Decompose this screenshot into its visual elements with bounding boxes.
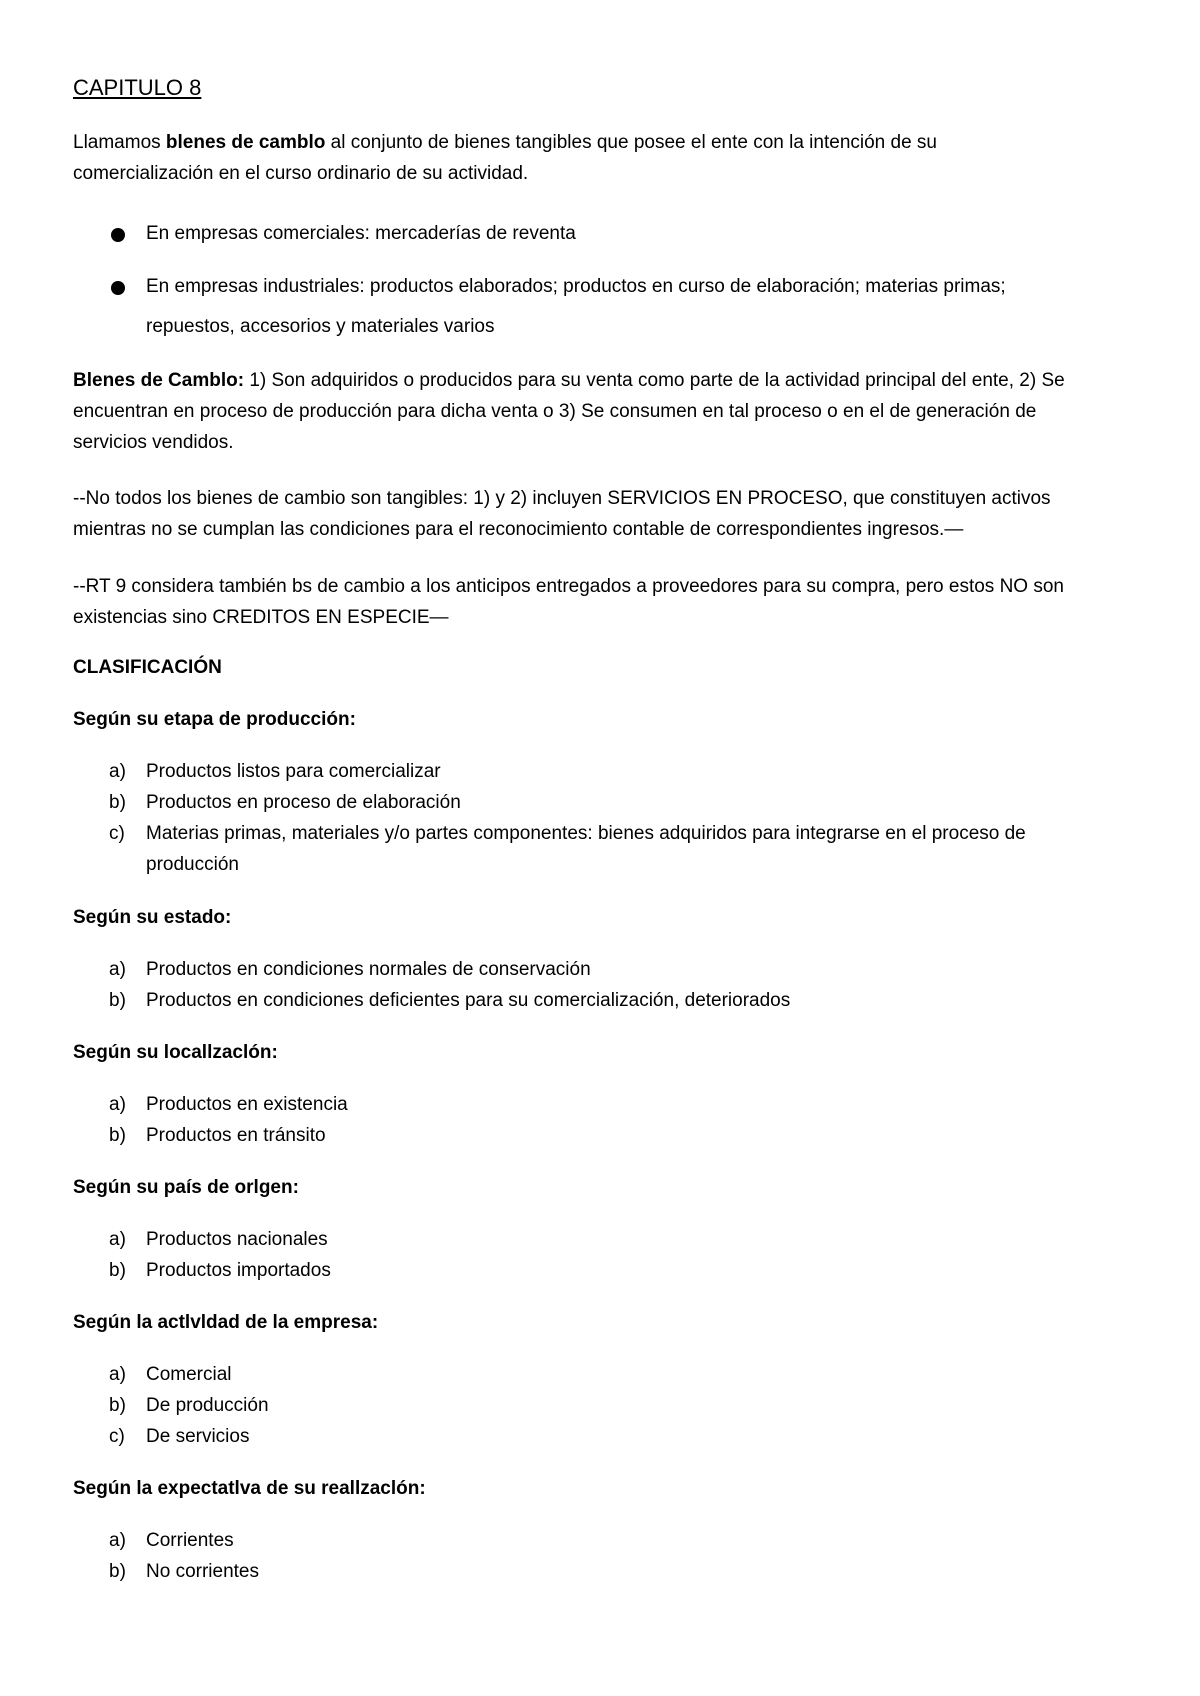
intro-line-1: Llamamos blenes de camblo al conjunto de bienes tangibles que posee el ente con la intención de su <box>73 132 937 153</box>
subheading-localizacion: Según su locallzaclón: <box>73 1042 278 1063</box>
subheading-expectativa: Según la expectatlva de su reallzaclón: <box>73 1478 426 1499</box>
subheading-estado: Según su estado: <box>73 907 232 928</box>
subheading-origen: Según su país de orlgen: <box>73 1177 299 1198</box>
definition-line-1: Blenes de Camblo: 1) Son adquiridos o producidos para su venta como parte de la actividad principal del ente, 2) Se <box>73 370 1065 391</box>
note-1-line-1: --No todos los bienes de cambio son tangibles: 1) y 2) incluyen SERVICIOS EN PROCESO, que constituyen activos <box>73 488 1051 509</box>
note-2-line-1: --RT 9 considera también bs de cambio a los anticipos entregados a proveedores para su compra, pero estos NO son <box>73 576 1064 597</box>
bullet-dot-icon <box>111 228 125 242</box>
intro-line-2: comercialización en el curso ordinario de su actividad. <box>73 163 529 184</box>
section-heading-clasificacion: CLASIFICACIÓN <box>73 657 222 678</box>
bullet-dot-icon <box>111 281 125 295</box>
subheading-etapa: Según su etapa de producción: <box>73 709 356 730</box>
subheading-actividad: Según la actlvldad de la empresa: <box>73 1312 379 1333</box>
definition-line-3: servicios vendidos. <box>73 432 234 453</box>
definition-line-2: encuentran en proceso de producción para dicha venta o 3) Se consumen en tal proceso o en el de generación de <box>73 401 1037 422</box>
intro-bold-term: blenes de camblo <box>165 132 326 153</box>
note-1-line-2: mientras no se cumplan las condiciones para el reconocimiento contable de correspondientes ingresos.— <box>73 519 964 540</box>
page-title: CAPITULO 8 <box>73 75 202 100</box>
note-2-line-2: existencias sino CREDITOS EN ESPECIE— <box>73 607 449 628</box>
